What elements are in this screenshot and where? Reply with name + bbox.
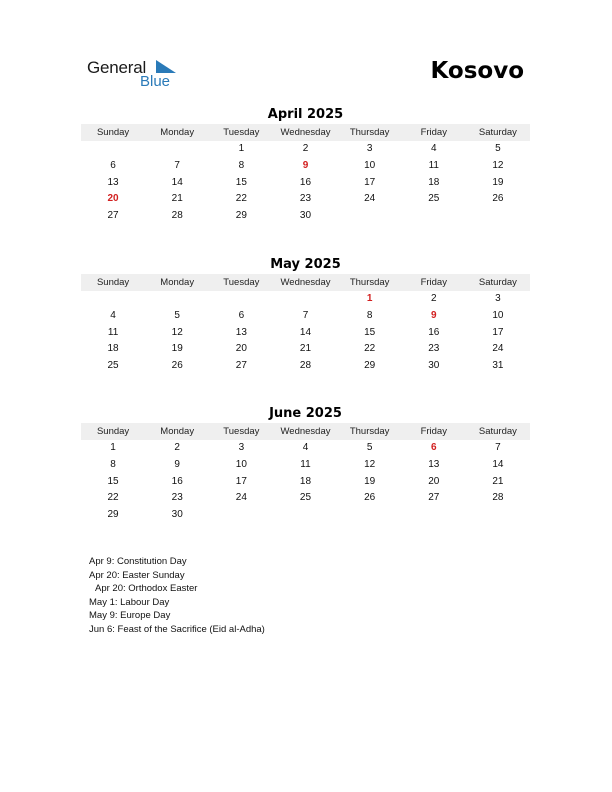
weekday-label: Thursday [349, 277, 390, 288]
weekday-header-row [81, 124, 530, 141]
day-cell: 8 [238, 159, 245, 171]
day-cell [209, 291, 273, 308]
day-cell: 8 [110, 458, 116, 470]
day-cell: 20 [428, 475, 440, 487]
day-cell: 13 [235, 326, 247, 338]
day-cell: 16 [299, 176, 312, 188]
day-cell [338, 507, 402, 524]
day-cell: 25 [428, 193, 440, 205]
day-cell: 3 [366, 143, 373, 154]
day-cell: 15 [107, 475, 119, 487]
day-cell: 19 [492, 176, 504, 188]
day-cell: 29 [364, 360, 376, 371]
day-cell [338, 208, 402, 225]
holiday-item: Jun 6: Feast of the Sacrifice (Eid al-Adha) [89, 623, 265, 635]
day-cell [209, 507, 273, 524]
day-cell: 4 [302, 442, 309, 453]
day-cell: 4 [430, 143, 437, 154]
month-calendar-june [81, 405, 530, 524]
weekday-label: Thursday [349, 127, 390, 138]
day-cell: 17 [235, 475, 247, 487]
day-cell: 23 [428, 343, 440, 355]
day-cell: 5 [366, 442, 373, 453]
day-cell: 19 [171, 343, 183, 355]
day-cell [81, 291, 145, 308]
day-cell: 19 [364, 475, 376, 487]
day-cell: 9 [174, 458, 180, 470]
holiday-day-cell: 9 [302, 159, 309, 171]
day-cell: 15 [364, 326, 376, 338]
day-cell: 30 [171, 509, 183, 520]
logo-triangle-icon [154, 60, 178, 74]
holiday-list [89, 555, 265, 636]
day-cell: 30 [299, 210, 312, 221]
week-row [81, 191, 530, 208]
week-row [81, 490, 530, 507]
day-cell: 18 [107, 343, 119, 355]
day-cell: 7 [174, 159, 180, 171]
day-cell: 27 [107, 210, 119, 221]
day-cell: 10 [235, 458, 247, 470]
day-cell: 11 [428, 159, 439, 171]
day-cell [402, 208, 466, 225]
weekday-label: Friday [420, 426, 447, 437]
day-cell: 5 [495, 143, 501, 154]
week-row [81, 341, 530, 358]
day-cell: 27 [235, 360, 247, 371]
weekday-label: Sunday [96, 127, 130, 138]
month-calendar-april [81, 106, 530, 225]
day-cell: 10 [364, 159, 376, 171]
holiday-item: May 1: Labour Day [89, 596, 170, 608]
day-cell: 16 [428, 326, 440, 338]
day-cell: 18 [428, 176, 440, 188]
day-cell: 24 [235, 492, 247, 504]
day-cell: 24 [492, 343, 504, 355]
week-row [81, 440, 530, 457]
day-cell: 17 [364, 176, 376, 188]
day-cell: 21 [492, 475, 504, 487]
weekday-label: Friday [420, 127, 447, 138]
day-cell: 3 [495, 293, 501, 304]
day-cell: 6 [238, 309, 245, 321]
day-cell: 18 [299, 475, 312, 487]
week-row [81, 141, 530, 158]
week-row [81, 457, 530, 474]
week-row [81, 507, 530, 524]
day-cell: 29 [235, 210, 247, 221]
day-cell: 14 [171, 176, 183, 188]
week-row [81, 175, 530, 192]
day-cell: 11 [107, 326, 119, 338]
day-cell: 16 [171, 475, 183, 487]
logo-word-general: General [87, 58, 147, 77]
weekday-label: Thursday [349, 426, 390, 437]
holiday-item: May 9: Europe Day [89, 610, 171, 621]
day-cell: 11 [300, 458, 311, 470]
week-row [81, 474, 530, 491]
country-title: Kosovo [430, 58, 524, 84]
month-title: May 2025 [270, 257, 341, 272]
holiday-day-cell: 1 [366, 293, 373, 304]
day-cell: 20 [235, 343, 247, 355]
day-cell: 29 [107, 509, 119, 520]
day-cell: 23 [171, 492, 183, 504]
day-cell: 1 [110, 442, 116, 453]
day-cell: 13 [107, 176, 119, 188]
holiday-day-cell: 20 [107, 193, 119, 205]
day-cell: 23 [299, 193, 312, 205]
weekday-label: Sunday [96, 277, 130, 288]
day-cell: 4 [110, 309, 116, 321]
day-cell: 12 [492, 159, 504, 171]
day-cell: 31 [492, 360, 504, 371]
weekday-label: Wednesday [280, 127, 331, 138]
day-cell: 22 [107, 492, 119, 504]
day-cell: 2 [430, 293, 437, 304]
weekday-label: Monday [160, 426, 195, 437]
weekday-label: Sunday [96, 426, 130, 437]
week-row [81, 358, 530, 375]
week-row [81, 308, 530, 325]
holiday-day-cell: 9 [430, 309, 437, 321]
day-cell: 12 [364, 458, 376, 470]
day-cell: 17 [492, 326, 504, 338]
day-cell: 14 [492, 458, 504, 470]
week-row [81, 158, 530, 175]
day-cell: 25 [107, 360, 119, 371]
day-cell: 10 [492, 309, 504, 321]
weekday-label: Tuesday [223, 277, 260, 288]
day-cell: 28 [171, 210, 183, 221]
day-cell: 5 [174, 309, 180, 321]
week-row [81, 325, 530, 342]
day-cell: 26 [492, 193, 504, 205]
weekday-label: Tuesday [223, 127, 260, 138]
day-cell: 22 [364, 343, 376, 355]
day-cell [273, 291, 337, 308]
day-cell: 26 [171, 360, 183, 371]
day-cell: 2 [302, 143, 309, 154]
day-cell: 21 [171, 193, 183, 205]
day-cell: 21 [299, 343, 312, 355]
weekday-label: Tuesday [223, 426, 260, 437]
day-cell [81, 141, 145, 158]
day-cell [145, 291, 209, 308]
day-cell: 26 [364, 492, 376, 504]
day-cell [466, 507, 530, 524]
weekday-header-row [81, 274, 530, 291]
day-cell: 28 [299, 360, 312, 371]
day-cell: 15 [235, 176, 247, 188]
day-cell: 12 [171, 326, 183, 338]
weekday-label: Wednesday [280, 277, 331, 288]
weekday-header-row [81, 423, 530, 440]
day-cell: 27 [428, 492, 440, 504]
day-cell: 13 [428, 458, 440, 470]
holiday-item: Apr 20: Orthodox Easter [95, 583, 198, 594]
day-cell: 1 [238, 143, 245, 154]
weekday-label: Monday [160, 277, 195, 288]
holiday-item: Apr 9: Constitution Day [89, 556, 187, 567]
day-cell: 22 [235, 193, 247, 205]
week-row [81, 291, 530, 308]
day-cell: 2 [174, 442, 180, 453]
day-cell: 3 [238, 442, 245, 453]
day-cell: 24 [364, 193, 376, 205]
day-cell: 8 [366, 309, 373, 321]
weekday-label: Saturday [478, 426, 517, 437]
day-cell: 7 [302, 309, 309, 321]
day-cell: 6 [110, 159, 116, 171]
month-calendar-may [81, 256, 530, 375]
day-cell: 14 [299, 326, 312, 338]
generalblue-logo [87, 56, 187, 92]
day-cell: 7 [495, 442, 501, 453]
weekday-label: Friday [420, 277, 447, 288]
weekday-label: Saturday [478, 277, 517, 288]
logo-word-blue: Blue [140, 73, 171, 90]
weekday-label: Saturday [478, 127, 517, 138]
month-title: June 2025 [269, 406, 342, 421]
day-cell: 30 [428, 360, 440, 371]
day-cell: 25 [299, 492, 312, 504]
weekday-label: Monday [160, 127, 195, 138]
holiday-item: Apr 20: Easter Sunday [89, 569, 185, 581]
day-cell [402, 507, 466, 524]
week-row [81, 208, 530, 225]
weekday-label: Wednesday [280, 426, 331, 437]
day-cell [145, 141, 209, 158]
day-cell [273, 507, 337, 524]
day-cell [466, 208, 530, 225]
day-cell: 28 [492, 492, 504, 504]
holiday-day-cell: 6 [430, 442, 437, 453]
month-title: April 2025 [267, 107, 344, 122]
